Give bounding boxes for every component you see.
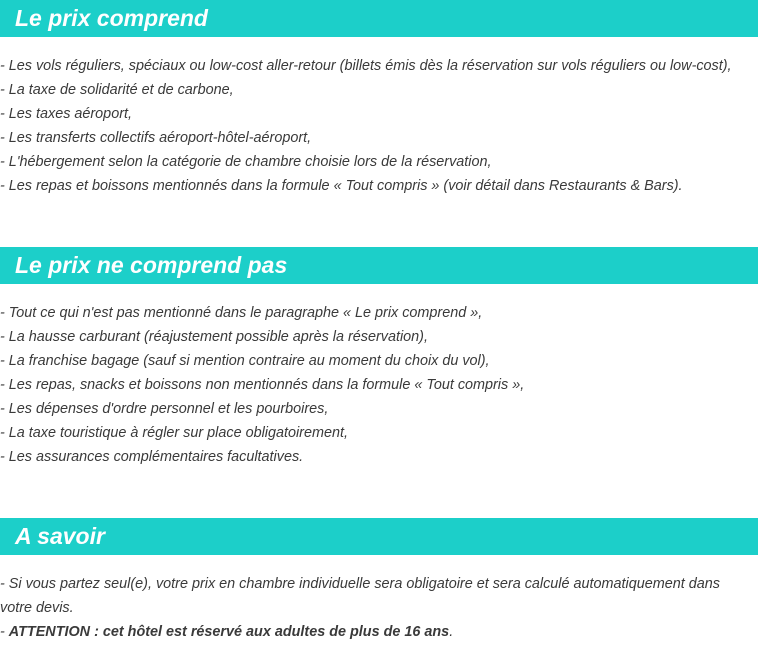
adults-only-warning (0, 620, 758, 644)
section-good-to-know (0, 518, 758, 644)
price-includes-list (0, 54, 758, 198)
list-item: - La franchise bagage (sauf si mention contraire au moment du choix du vol), (0, 353, 490, 369)
list-item: - La hausse carburant (réajustement possible après la réservation), (0, 329, 428, 345)
list-item: - Les vols réguliers, spéciaux ou low-cost aller-retour (billets émis dès la réservation sur vols réguliers ou low-cost), (0, 58, 732, 74)
warning-suffix: . (449, 624, 454, 640)
price-excludes-list (0, 301, 758, 469)
list-item: - Les transferts collectifs aéroport-hôtel-aéroport, (0, 130, 312, 146)
list-item: - La taxe de solidarité et de carbone, (0, 82, 234, 98)
list-item: - L'hébergement selon la catégorie de chambre choisie lors de la réservation, (0, 154, 492, 170)
warning-prefix: - (0, 624, 9, 640)
list-item: - Les taxes aéroport, (0, 106, 132, 122)
solo-traveler-note: - Si vous partez seul(e), votre prix en chambre individuelle sera obligatoire et sera calculé automatiquement dans votre devis. (0, 576, 720, 616)
list-item: - Les repas, snacks et boissons non mentionnés dans la formule « Tout compris », (0, 377, 525, 393)
section-title-good-to-know: A savoir (0, 518, 758, 555)
list-item: - La taxe touristique à régler sur place obligatoirement, (0, 425, 348, 441)
list-item: - Les repas et boissons mentionnés dans la formule « Tout compris » (voir détail dans Restaurants & Bars). (0, 178, 683, 194)
section-price-includes (0, 0, 758, 198)
warning-text: ATTENTION : cet hôtel est réservé aux adultes de plus de 16 ans (8, 624, 450, 640)
section-title-price-includes: Le prix comprend (0, 0, 758, 37)
list-item: - Les dépenses d'ordre personnel et les pourboires, (0, 401, 329, 417)
list-item: - Les assurances complémentaires facultatives. (0, 449, 304, 465)
section-title-price-excludes: Le prix ne comprend pas (0, 247, 758, 284)
section-price-excludes (0, 247, 758, 469)
list-item: - Tout ce qui n'est pas mentionné dans le paragraphe « Le prix comprend », (0, 305, 483, 321)
good-to-know-list (0, 572, 758, 644)
